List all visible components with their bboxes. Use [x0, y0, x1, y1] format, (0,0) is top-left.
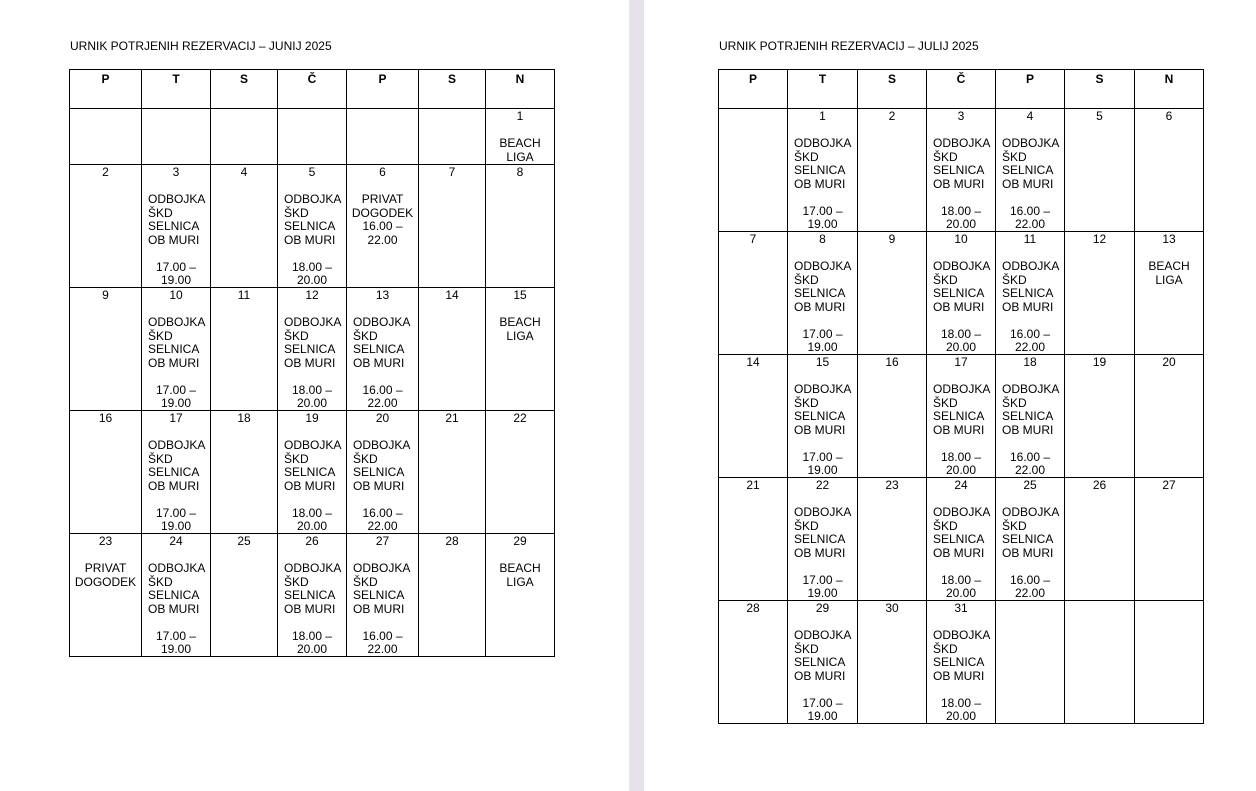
day-number: 6 [379, 165, 386, 179]
day-cell [211, 411, 278, 534]
event-label: ODBOJKA ŠKD SELNICA OB MURI [933, 505, 991, 560]
day-cell [142, 288, 211, 411]
event-time: 16.00 – 22.00 [1009, 327, 1051, 354]
day-cell [70, 165, 142, 288]
weekday-header: T [142, 70, 211, 109]
day-number: 26 [305, 534, 319, 548]
day-cell [996, 478, 1065, 601]
empty-day-cell [1135, 601, 1204, 724]
day-number: 19 [305, 411, 319, 425]
event-time: 17.00 – 19.00 [802, 204, 843, 231]
day-number: 11 [237, 288, 251, 302]
event-label: ODBOJKA ŠKD SELNICA OB MURI [353, 561, 411, 616]
event-time: 17.00 – 19.00 [155, 260, 197, 287]
week-row [70, 109, 555, 165]
day-cell [486, 534, 555, 657]
day-number: 28 [746, 601, 760, 615]
day-cell [927, 109, 996, 232]
day-number: 8 [516, 165, 524, 179]
event-time: 16.00 – 22.00 [1009, 450, 1051, 477]
day-number: 12 [1092, 232, 1107, 246]
week-row [719, 355, 1204, 478]
day-cell [1065, 109, 1135, 232]
day-number: 29 [815, 601, 830, 615]
event-label: ODBOJKA ŠKD SELNICA OB MURI [794, 259, 852, 314]
event-label: ODBOJKA ŠKD SELNICA OB MURI [284, 561, 342, 616]
event-label: ODBOJKA ŠKD SELNICA OB MURI [148, 192, 206, 247]
event-label: BEACH LIGA [499, 561, 541, 589]
day-number: 14 [746, 355, 760, 369]
day-number: 8 [819, 232, 826, 246]
july-title: URNIK POTRJENIH REZERVACIJ – JULIJ 2025 [719, 39, 979, 53]
weekday-header: S [1065, 70, 1135, 109]
day-cell [1065, 355, 1135, 478]
event-time: 17.00 – 19.00 [155, 506, 197, 533]
day-cell [347, 288, 419, 411]
day-cell [1065, 232, 1135, 355]
week-row [719, 109, 1204, 232]
event-time: 17.00 – 19.00 [802, 696, 843, 723]
day-number: 27 [1162, 478, 1176, 492]
day-cell [347, 534, 419, 657]
day-number: 31 [954, 601, 968, 615]
weekday-header: Č [927, 70, 996, 109]
event-time: 18.00 – 20.00 [291, 383, 333, 410]
event-label: ODBOJKA ŠKD SELNICA OB MURI [794, 136, 852, 191]
weekday-header: P [719, 70, 788, 109]
day-cell [788, 355, 858, 478]
day-cell [486, 165, 555, 288]
event-label: ODBOJKA ŠKD SELNICA OB MURI [284, 315, 342, 370]
day-number: 15 [815, 355, 830, 369]
day-cell [858, 355, 927, 478]
day-number: 3 [172, 165, 180, 179]
day-number: 9 [102, 288, 109, 302]
day-number: 25 [1023, 478, 1037, 492]
day-cell [142, 165, 211, 288]
event-label: ODBOJKA ŠKD SELNICA OB MURI [148, 561, 206, 616]
event-time: 18.00 – 20.00 [940, 327, 982, 354]
day-number: 2 [888, 109, 896, 123]
day-cell [419, 411, 486, 534]
week-row [70, 534, 555, 657]
event-time: 18.00 – 20.00 [291, 506, 333, 533]
day-cell [347, 165, 419, 288]
day-cell [927, 601, 996, 724]
day-cell [996, 232, 1065, 355]
weekday-header: P [996, 70, 1065, 109]
day-cell [858, 109, 927, 232]
empty-day-cell [278, 109, 347, 165]
weekday-header: Č [278, 70, 347, 109]
event-time: 17.00 – 19.00 [155, 383, 197, 410]
day-cell [927, 355, 996, 478]
day-number: 7 [448, 165, 456, 179]
day-number: 21 [445, 411, 459, 425]
day-number: 16 [98, 411, 113, 425]
weekday-header: N [1135, 70, 1204, 109]
day-cell [719, 601, 788, 724]
day-cell [719, 355, 788, 478]
day-cell [419, 534, 486, 657]
day-number: 18 [1023, 355, 1037, 369]
day-cell [347, 411, 419, 534]
event-label: ODBOJKA ŠKD SELNICA OB MURI [933, 136, 991, 191]
event-label: ODBOJKA ŠKD SELNICA OB MURI [794, 505, 852, 560]
day-cell [927, 232, 996, 355]
day-cell [788, 232, 858, 355]
day-number: 5 [1096, 109, 1103, 123]
event-time: 17.00 – 19.00 [802, 327, 843, 354]
june-calendar [69, 69, 555, 657]
empty-day-cell [347, 109, 419, 165]
day-cell [719, 478, 788, 601]
day-cell [927, 478, 996, 601]
page-divider [629, 0, 644, 791]
weekday-header: P [70, 70, 142, 109]
day-cell [211, 288, 278, 411]
day-cell [858, 232, 927, 355]
day-cell [278, 411, 347, 534]
day-number: 23 [885, 478, 899, 492]
june-weeks [70, 109, 555, 657]
weekday-header: S [211, 70, 278, 109]
page-july [644, 0, 1256, 791]
day-cell [211, 534, 278, 657]
day-cell [1135, 355, 1204, 478]
day-cell [211, 165, 278, 288]
empty-day-cell [70, 109, 142, 165]
day-cell [142, 411, 211, 534]
event-label: ODBOJKA ŠKD SELNICA OB MURI [933, 628, 991, 683]
event-time: 18.00 – 20.00 [940, 204, 982, 231]
event-time: 17.00 – 19.00 [802, 573, 843, 600]
day-number: 27 [375, 534, 390, 548]
day-number: 21 [746, 478, 760, 492]
weekday-header: S [419, 70, 486, 109]
event-time: 18.00 – 20.00 [940, 696, 982, 723]
day-number: 11 [1023, 232, 1037, 246]
day-number: 20 [1162, 355, 1176, 369]
july-weeks [719, 109, 1204, 724]
day-number: 10 [169, 288, 183, 302]
day-number: 15 [513, 288, 527, 302]
week-row [70, 288, 555, 411]
day-number: 3 [957, 109, 965, 123]
day-number: 26 [1092, 478, 1107, 492]
day-number: 24 [954, 478, 968, 492]
event-label: ODBOJKA ŠKD SELNICA OB MURI [1002, 136, 1060, 191]
day-number: 4 [1026, 109, 1034, 123]
event-time: 18.00 – 20.00 [940, 450, 982, 477]
weekday-header: N [486, 70, 555, 109]
day-cell [278, 534, 347, 657]
event-label: ODBOJKA ŠKD SELNICA OB MURI [794, 382, 852, 437]
day-cell [996, 109, 1065, 232]
day-cell [142, 534, 211, 657]
day-cell [419, 165, 486, 288]
event-label: BEACH LIGA [499, 136, 541, 164]
empty-day-cell [419, 109, 486, 165]
day-cell [486, 288, 555, 411]
empty-day-cell [719, 109, 788, 232]
day-cell [858, 601, 927, 724]
day-number: 1 [516, 109, 524, 123]
day-number: 28 [445, 534, 459, 548]
event-label: PRIVAT DOGODEK [74, 561, 137, 589]
day-cell [719, 232, 788, 355]
june-title: URNIK POTRJENIH REZERVACIJ – JUNIJ 2025 [70, 39, 332, 53]
event-label: ODBOJKA ŠKD SELNICA OB MURI [933, 382, 991, 437]
day-cell [858, 478, 927, 601]
day-number: 2 [102, 165, 109, 179]
day-number: 17 [169, 411, 183, 425]
week-row [70, 165, 555, 288]
event-time: 17.00 – 19.00 [155, 629, 197, 656]
day-cell [419, 288, 486, 411]
day-cell [278, 165, 347, 288]
day-number: 7 [749, 232, 757, 246]
event-label: ODBOJKA ŠKD SELNICA OB MURI [284, 438, 342, 493]
event-label: ODBOJKA ŠKD SELNICA OB MURI [148, 438, 206, 493]
day-number: 4 [240, 165, 248, 179]
day-cell [1135, 478, 1204, 601]
day-cell [996, 355, 1065, 478]
event-time: 16.00 – 22.00 [362, 506, 403, 533]
day-number: 30 [885, 601, 899, 615]
empty-day-cell [142, 109, 211, 165]
day-number: 29 [513, 534, 527, 548]
day-number: 16 [885, 355, 899, 369]
weekday-header: S [858, 70, 927, 109]
day-number: 22 [815, 478, 830, 492]
event-label: ODBOJKA ŠKD SELNICA OB MURI [933, 259, 991, 314]
event-time: 16.00 – 22.00 [362, 383, 403, 410]
day-number: 14 [445, 288, 459, 302]
day-number: 24 [169, 534, 183, 548]
week-row [719, 478, 1204, 601]
day-number: 5 [308, 165, 316, 179]
event-label: BEACH LIGA [1148, 259, 1190, 287]
event-label: ODBOJKA ŠKD SELNICA OB MURI [353, 438, 411, 493]
day-cell [788, 109, 858, 232]
event-label: ODBOJKA ŠKD SELNICA OB MURI [794, 628, 852, 683]
day-cell [788, 601, 858, 724]
day-cell [278, 288, 347, 411]
event-label: ODBOJKA ŠKD SELNICA OB MURI [284, 192, 342, 247]
event-time: 16.00 – 22.00 [1009, 204, 1051, 231]
day-cell [70, 288, 142, 411]
day-number: 1 [819, 109, 826, 123]
event-time: 18.00 – 20.00 [291, 629, 333, 656]
event-label: ODBOJKA ŠKD SELNICA OB MURI [1002, 259, 1060, 314]
weekday-header: T [788, 70, 858, 109]
day-number: 9 [888, 232, 896, 246]
week-row [719, 232, 1204, 355]
day-cell [70, 534, 142, 657]
day-number: 13 [1162, 232, 1176, 246]
event-label: ODBOJKA ŠKD SELNICA OB MURI [353, 315, 411, 370]
july-calendar [718, 69, 1204, 724]
event-label: ODBOJKA ŠKD SELNICA OB MURI [1002, 382, 1060, 437]
event-time: 16.00 – 22.00 [362, 629, 403, 656]
day-number: 17 [954, 355, 968, 369]
event-label: PRIVAT DOGODEK 16.00 – 22.00 [351, 192, 414, 247]
event-label: ODBOJKA ŠKD SELNICA OB MURI [148, 315, 206, 370]
day-cell [1135, 232, 1204, 355]
day-cell [486, 109, 555, 165]
event-label: ODBOJKA ŠKD SELNICA OB MURI [1002, 505, 1060, 560]
day-number: 18 [237, 411, 251, 425]
day-cell [70, 411, 142, 534]
day-number: 10 [954, 232, 968, 246]
day-number: 6 [1165, 109, 1173, 123]
weekday-header: P [347, 70, 419, 109]
day-cell [486, 411, 555, 534]
day-cell [1065, 478, 1135, 601]
day-number: 20 [375, 411, 390, 425]
event-time: 18.00 – 20.00 [291, 260, 333, 287]
event-time: 17.00 – 19.00 [802, 450, 843, 477]
empty-day-cell [996, 601, 1065, 724]
event-time: 18.00 – 20.00 [940, 573, 982, 600]
day-number: 13 [375, 288, 390, 302]
empty-day-cell [1065, 601, 1135, 724]
day-cell [1135, 109, 1204, 232]
day-number: 19 [1092, 355, 1107, 369]
empty-day-cell [211, 109, 278, 165]
week-row [70, 411, 555, 534]
day-number: 12 [305, 288, 319, 302]
day-cell [788, 478, 858, 601]
week-row [719, 601, 1204, 724]
event-time: 16.00 – 22.00 [1009, 573, 1051, 600]
event-label: BEACH LIGA [499, 315, 541, 343]
day-number: 22 [513, 411, 527, 425]
day-number: 25 [237, 534, 251, 548]
day-number: 23 [98, 534, 113, 548]
